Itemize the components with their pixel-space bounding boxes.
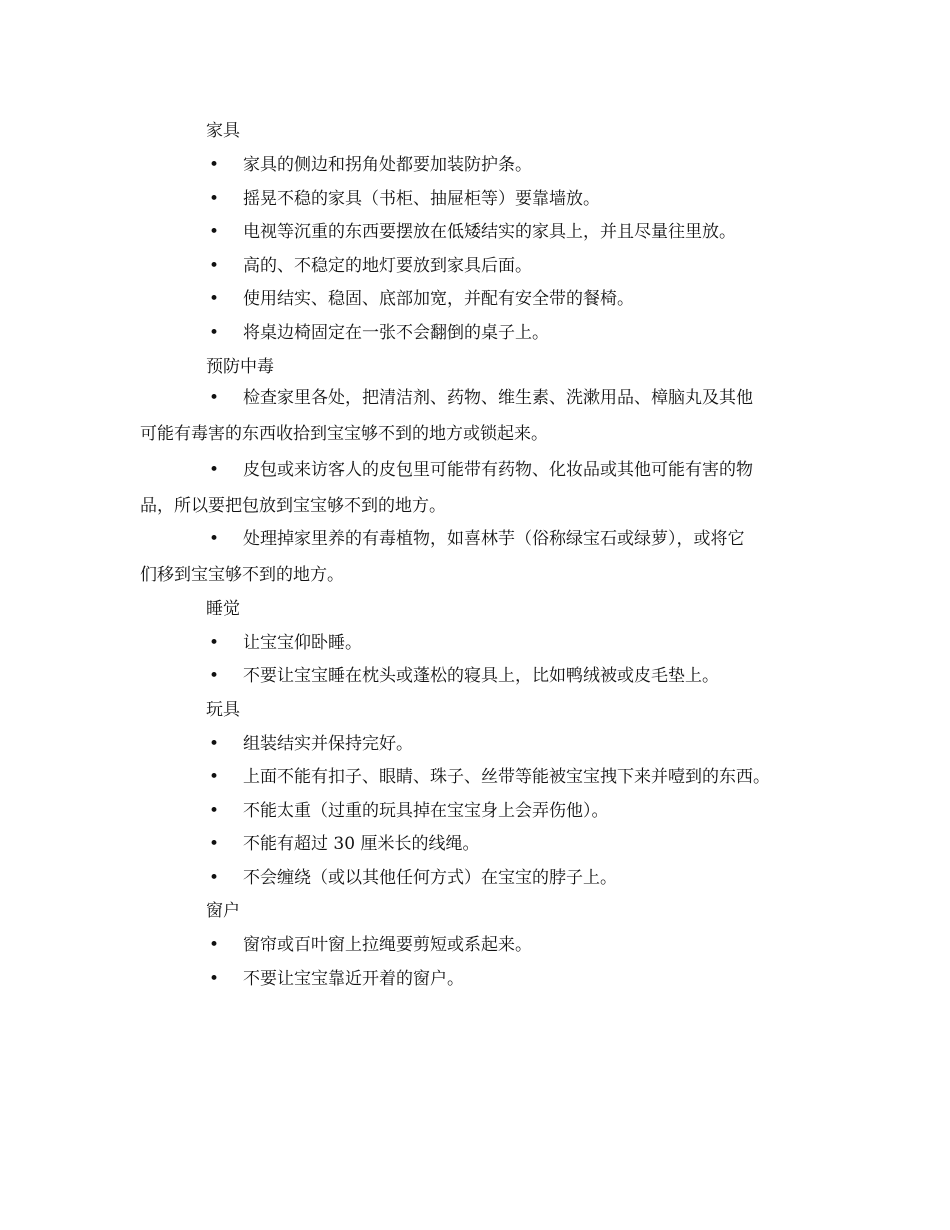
list-item-text: 组装结实并保持完好。 [243, 734, 413, 754]
bullet-icon: • [209, 189, 220, 209]
list-item-text: 电视等沉重的东西要摆放在低矮结实的家具上，并且尽量往里放。 [243, 222, 736, 242]
section-heading-windows: 窗户 [206, 901, 240, 921]
paragraph-second-line: 们移到宝宝够不到的地方。 [140, 565, 344, 585]
paragraph-first-line: 皮包或来访客人的皮包里可能带有药物、化妆品或其他可能有害的物 [243, 460, 753, 480]
paragraph-second-line: 品，所以要把包放到宝宝够不到的地方。 [140, 496, 446, 516]
bullet-icon: • [209, 734, 220, 754]
bullet-icon: • [209, 633, 220, 653]
paragraph-item [140, 521, 812, 593]
list-item-text: 让宝宝仰卧睡。 [243, 633, 362, 653]
bullet-icon: • [209, 969, 220, 989]
bullet-icon: • [209, 289, 220, 309]
list-item-text: 上面不能有扣子、眼睛、珠子、丝带等能被宝宝拽下来并噎到的东西。 [243, 767, 770, 787]
section-heading-sleep: 睡觉 [206, 599, 240, 619]
list-item-text: 家具的侧边和拐角处都要加装防护条。 [243, 155, 532, 175]
list-item-text: 摇晃不稳的家具（书柜、抽屉柜等）要靠墙放。 [243, 189, 600, 209]
bullet-icon: • [209, 666, 220, 686]
list-item-text: 不能太重（过重的玩具掉在宝宝身上会弄伤他）。 [243, 801, 609, 821]
bullet-icon: • [209, 256, 220, 276]
bullet-icon: • [209, 222, 220, 242]
bullet-icon: • [209, 323, 220, 343]
list-item-text: 不要让宝宝靠近开着的窗户。 [243, 969, 464, 989]
paragraph-first-line: 处理掉家里养的有毒植物，如喜林芋（俗称绿宝石或绿萝），或将它 [243, 529, 745, 549]
bullet-icon: • [209, 460, 220, 480]
bullet-icon: • [209, 767, 220, 787]
list-item-text: 使用结实、稳固、底部加宽，并配有安全带的餐椅。 [243, 289, 634, 309]
section-heading-toys: 玩具 [206, 700, 240, 720]
list-item-text: 将桌边椅固定在一张不会翻倒的桌子上。 [243, 323, 549, 343]
list-item-text: 高的、不稳定的地灯要放到家具后面。 [243, 256, 532, 276]
bullet-icon: • [209, 529, 220, 549]
section-heading-poison-prevention: 预防中毒 [206, 357, 274, 377]
bullet-icon: • [209, 388, 220, 408]
bullet-icon: • [209, 868, 220, 888]
bullet-icon: • [209, 801, 220, 821]
bullet-icon: • [209, 155, 220, 175]
bullet-icon: • [209, 935, 220, 955]
paragraph-item [140, 452, 812, 524]
section-heading-furniture: 家具 [206, 121, 240, 141]
list-item-text: 不会缠绕（或以其他任何方式）在宝宝的脖子上。 [243, 868, 617, 888]
list-item-text: 窗帘或百叶窗上拉绳要剪短或系起来。 [243, 935, 532, 955]
paragraph-item [140, 380, 812, 452]
bullet-icon: • [209, 834, 220, 854]
paragraph-first-line: 检查家里各处，把清洁剂、药物、维生素、洗漱用品、樟脑丸及其他 [243, 388, 753, 408]
list-item-text: 不要让宝宝睡在枕头或蓬松的寝具上，比如鸭绒被或皮毛垫上。 [243, 666, 719, 686]
list-item-text: 不能有超过 30 厘米长的线绳。 [243, 834, 480, 854]
paragraph-second-line: 可能有毒害的东西收拾到宝宝够不到的地方或锁起来。 [140, 424, 548, 444]
